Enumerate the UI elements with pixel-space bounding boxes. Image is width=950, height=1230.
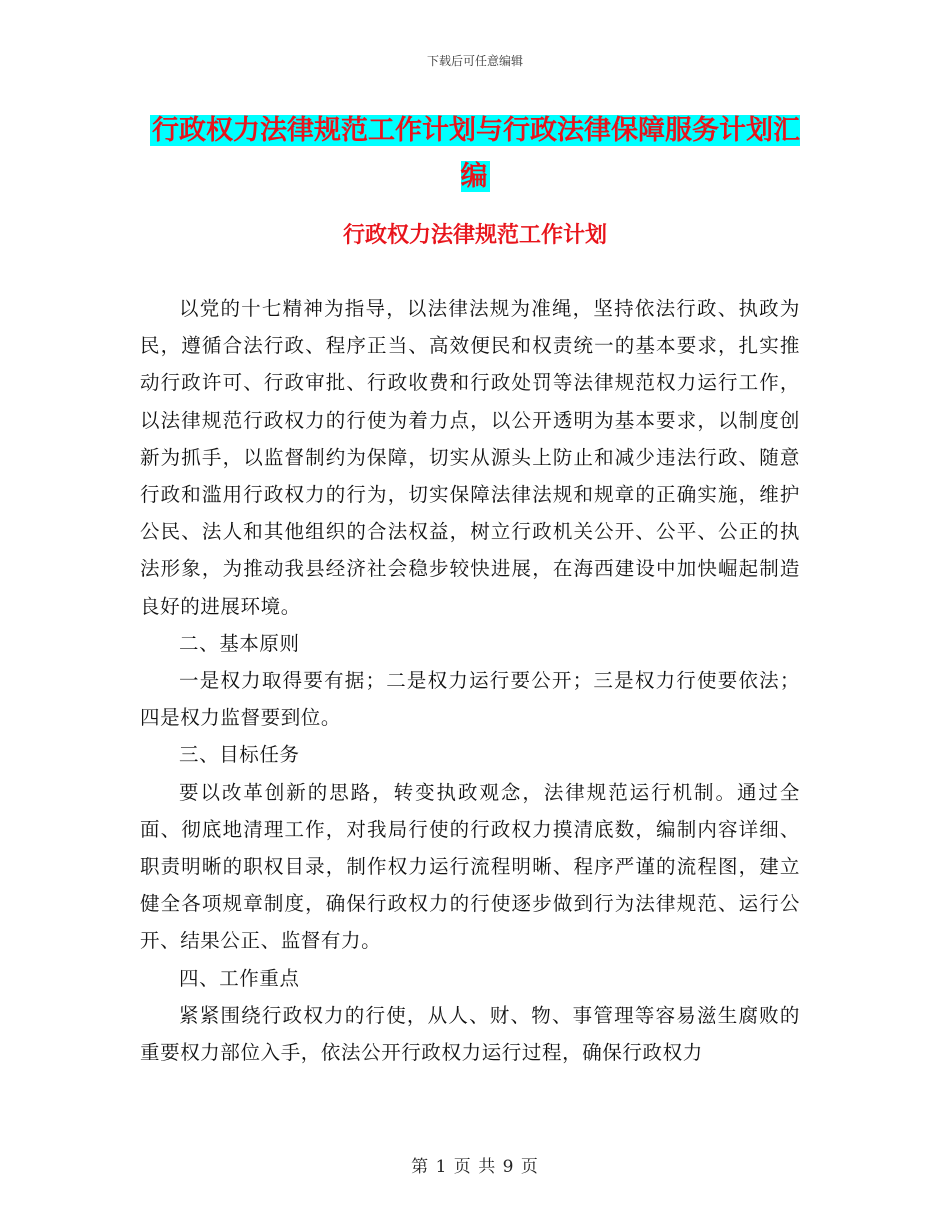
section-title: 行政权力法律规范工作计划 xyxy=(342,222,607,248)
heading-work-focus: 四、工作重点 xyxy=(179,966,300,990)
document-title-text: 行政权力法律规范工作计划与行政法律保障服务计划汇编 xyxy=(152,115,800,192)
paragraph-objectives: 要以改革创新的思路，转变执政观念，法律规范运行机制。通过全面、彻底地清理工作，对我局行使的行政权力摸清底数，编制内容详细、职责明晰的职权目录，制作权力运行流程明晰、程序严谨的流程图，建立健全各项规章制度，确保行政权力的行使逐步做到行为法律规范、运行公开、结果公正、监督有力。 xyxy=(140,780,800,953)
document-body xyxy=(140,290,800,1071)
paragraph-work-focus: 紧紧围绕行政权力的行使，从人、财、物、事管理等容易滋生腐败的重要权力部位入手，依法公开行政权力运行过程，确保行政权力 xyxy=(140,1003,800,1065)
paragraph-intro: 以党的十七精神为指导，以法律法规为准绳，坚持依法行政、执政为民，遵循合法行政、程序正当、高效便民和权责统一的基本要求，扎实推动行政许可、行政审批、行政收费和行政处罚等法律规范权力运行工作，以法律规范行政权力的行使为着力点，以公开透明为基本要求，以制度创新为抓手，以监督制约为保障，切实从源头上防止和减少违法行政、随意行政和滥用行政权力的行为，切实保障法律法规和规章的正确实施，维护公民、法人和其他组织的合法权益，树立行政机关公开、公平、公正的执法形象，为推动我县经济社会稳步较快进展，在海西建设中加快崛起制造良好的进展环境。 xyxy=(140,297,800,618)
paragraph-principles: 一是权力取得要有据；二是权力运行要公开；三是权力行使要依法；四是权力监督要到位。 xyxy=(140,669,800,730)
heading-basic-principles: 二、基本原则 xyxy=(179,631,300,655)
page-number: 第 1 页 共 9 页 xyxy=(411,1157,539,1177)
heading-objectives: 三、目标任务 xyxy=(179,743,300,767)
page-header: 下载后可任意编辑 xyxy=(426,54,523,68)
document-title xyxy=(140,108,810,200)
